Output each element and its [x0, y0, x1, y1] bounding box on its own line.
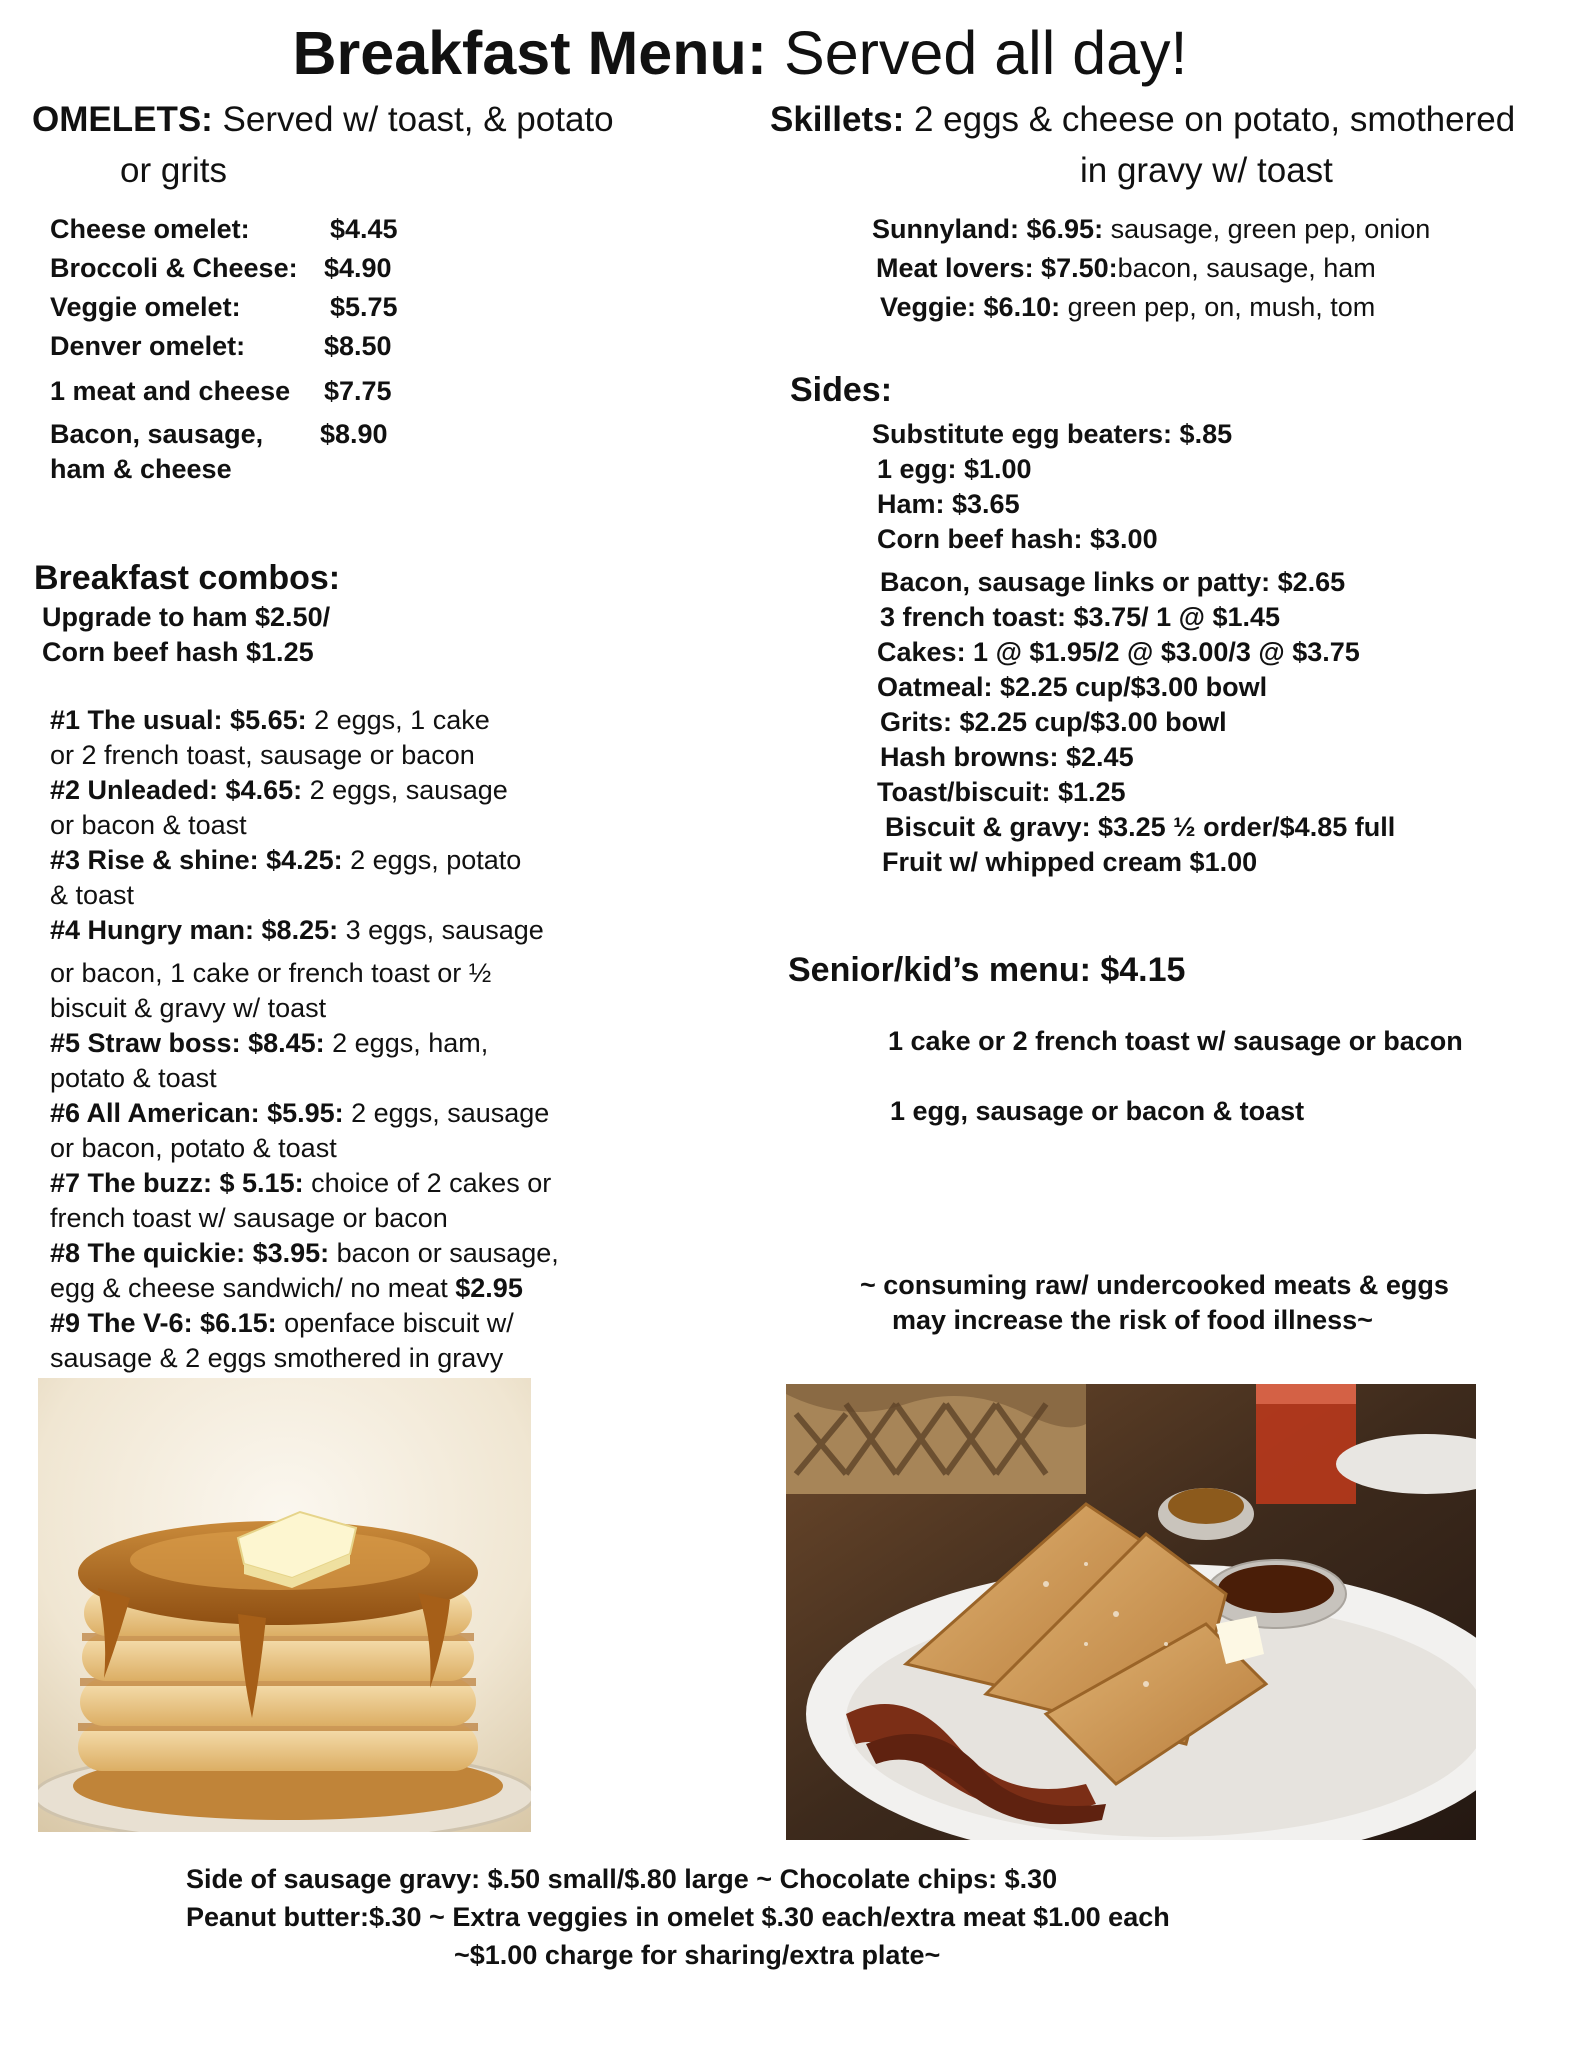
combo-name: #4 Hungry man: $8.25:	[50, 915, 339, 945]
combos-upgrade: Corn beef hash $1.25	[42, 637, 314, 667]
skillet-item	[876, 251, 1376, 286]
combo-item	[50, 1026, 488, 1061]
food-warning: ~ consuming raw/ undercooked meats & eggs	[860, 1270, 1449, 1300]
omelet-price: $4.90	[324, 253, 392, 283]
combo-desc: or 2 french toast, sausage or bacon	[50, 740, 475, 770]
combo-desc: sausage & 2 eggs smothered in gravy	[50, 1343, 504, 1373]
combo-name: #5 Straw boss: $8.45:	[50, 1028, 325, 1058]
combo-item	[50, 703, 490, 738]
combo-name: #6 All American: $5.95:	[50, 1098, 344, 1128]
combo-name: #9 The V-6: $6.15:	[50, 1308, 277, 1338]
combo-name: #7 The buzz: $ 5.15:	[50, 1168, 304, 1198]
omelet-item	[50, 212, 398, 246]
combo-item	[50, 843, 521, 878]
combo-desc: 2 eggs, 1 cake	[306, 705, 490, 735]
combo-desc: egg & cheese sandwich/ no meat	[50, 1273, 456, 1303]
omelet-price: $5.75	[330, 292, 398, 322]
side-item: Fruit w/ whipped cream $1.00	[882, 847, 1258, 877]
footer-line: Peanut butter:$.30 ~ Extra veggies in omelet $.30 each/extra meat $1.00 each	[186, 1902, 1170, 1932]
omelets-heading-line2: or grits	[120, 151, 227, 190]
side-item: Ham: $3.65	[877, 489, 1020, 519]
side-item: Grits: $2.25 cup/$3.00 bowl	[880, 707, 1227, 737]
title-bold: Breakfast Menu:	[292, 19, 768, 87]
skillet-item	[872, 212, 1430, 247]
side-item: 3 french toast: $3.75/ 1 @ $1.45	[880, 602, 1281, 632]
combo-item	[50, 1306, 514, 1341]
side-item: Substitute egg beaters: $.85	[872, 419, 1233, 449]
combo-desc: choice of 2 cakes or	[303, 1168, 552, 1198]
side-item: Oatmeal: $2.25 cup/$3.00 bowl	[877, 672, 1268, 702]
senior-heading: Senior/kid’s menu: $4.15	[788, 951, 1186, 989]
page-title	[0, 18, 1480, 88]
omelet-item	[50, 329, 392, 363]
title-rest: Served all day!	[767, 19, 1188, 87]
side-item: Biscuit & gravy: $3.25 ½ order/$4.85 full	[885, 812, 1396, 842]
omelet-name: Veggie omelet:	[50, 292, 241, 322]
omelet-name: Broccoli & Cheese:	[50, 253, 298, 283]
combo-desc-line	[50, 1271, 523, 1306]
omelet-name: Denver omelet:	[50, 331, 246, 361]
sides-heading: Sides:	[790, 371, 893, 409]
combo-name: #3 Rise & shine: $4.25:	[50, 845, 343, 875]
combo-desc: bacon or sausage,	[329, 1238, 559, 1268]
omelets-heading-bold: OMELETS:	[32, 100, 213, 139]
combo-item	[50, 1236, 559, 1271]
side-item: Corn beef hash: $3.00	[877, 524, 1158, 554]
combo-desc: french toast w/ sausage or bacon	[50, 1203, 448, 1233]
omelet-item	[50, 417, 388, 451]
combo-name: #8 The quickie: $3.95:	[50, 1238, 330, 1268]
skillets-heading-bold: Skillets:	[770, 100, 905, 139]
combo-desc: biscuit & gravy w/ toast	[50, 993, 327, 1023]
omelet-price: $4.45	[330, 214, 398, 244]
omelet-name: 1 meat and cheese	[50, 376, 291, 406]
combo-desc: or bacon, potato & toast	[50, 1133, 337, 1163]
side-item: Hash browns: $2.45	[880, 742, 1134, 772]
senior-item: 1 egg, sausage or bacon & toast	[890, 1096, 1305, 1126]
skillet-item	[880, 290, 1375, 325]
combo-desc: 3 eggs, sausage	[338, 915, 544, 945]
combos-heading: Breakfast combos:	[34, 559, 341, 597]
skillet-name: Meat lovers: $7.50:	[876, 253, 1118, 283]
skillet-desc: sausage, green pep, onion	[1103, 214, 1431, 244]
skillets-heading-rest: 2 eggs & cheese on potato, smothered	[904, 100, 1516, 139]
combo-item	[50, 1166, 551, 1201]
french-toast-illustration	[786, 1384, 1476, 1840]
omelet-item	[50, 374, 392, 408]
side-item: Toast/biscuit: $1.25	[877, 777, 1126, 807]
combo-name: #2 Unleaded: $4.65:	[50, 775, 303, 805]
combo-item	[50, 773, 508, 808]
combo-desc: 2 eggs, ham,	[324, 1028, 489, 1058]
pancakes-illustration	[38, 1378, 531, 1832]
omelet-name: Bacon, sausage,	[50, 419, 264, 449]
skillets-heading	[770, 95, 1515, 145]
food-warning: may increase the risk of food illness~	[892, 1305, 1373, 1335]
combo-desc: 2 eggs, sausage	[302, 775, 508, 805]
omelet-name-line2: ham & cheese	[50, 454, 232, 484]
combo-desc: & toast	[50, 880, 135, 910]
omelet-item	[50, 290, 398, 324]
footer-line: ~$1.00 charge for sharing/extra plate~	[454, 1940, 941, 1970]
french-toast-photo	[786, 1384, 1476, 1840]
combo-price: $2.95	[455, 1273, 523, 1303]
combos-upgrade: Upgrade to ham $2.50/	[42, 602, 331, 632]
skillet-name: Veggie: $6.10:	[880, 292, 1061, 322]
combo-desc: 2 eggs, potato	[342, 845, 522, 875]
omelet-price: $8.50	[324, 331, 392, 361]
omelets-heading-rest: Served w/ toast, & potato	[212, 100, 614, 139]
combo-name: #1 The usual: $5.65:	[50, 705, 307, 735]
omelet-price: $8.90	[320, 419, 388, 449]
omelet-price: $7.75	[324, 376, 392, 406]
combo-item	[50, 913, 544, 948]
side-item: Cakes: 1 @ $1.95/2 @ $3.00/3 @ $3.75	[877, 637, 1360, 667]
combo-desc: openface biscuit w/	[276, 1308, 514, 1338]
combo-desc: potato & toast	[50, 1063, 217, 1093]
pancakes-photo	[38, 1378, 531, 1832]
footer-line: Side of sausage gravy: $.50 small/$.80 large ~ Chocolate chips: $.30	[186, 1864, 1058, 1894]
omelets-heading	[32, 95, 614, 145]
omelet-item	[50, 251, 392, 285]
side-item: Bacon, sausage links or patty: $2.65	[880, 567, 1346, 597]
skillet-desc: bacon, sausage, ham	[1117, 253, 1376, 283]
combo-desc: or bacon & toast	[50, 810, 247, 840]
omelet-name: Cheese omelet:	[50, 214, 250, 244]
combo-item	[50, 1096, 549, 1131]
skillet-desc: green pep, on, mush, tom	[1060, 292, 1376, 322]
skillets-heading-line2: in gravy w/ toast	[1080, 151, 1333, 190]
side-item: 1 egg: $1.00	[877, 454, 1032, 484]
combo-desc: or bacon, 1 cake or french toast or ½	[50, 958, 492, 988]
senior-item: 1 cake or 2 french toast w/ sausage or bacon	[888, 1026, 1463, 1056]
skillet-name: Sunnyland: $6.95:	[872, 214, 1104, 244]
combo-desc: 2 eggs, sausage	[343, 1098, 550, 1128]
